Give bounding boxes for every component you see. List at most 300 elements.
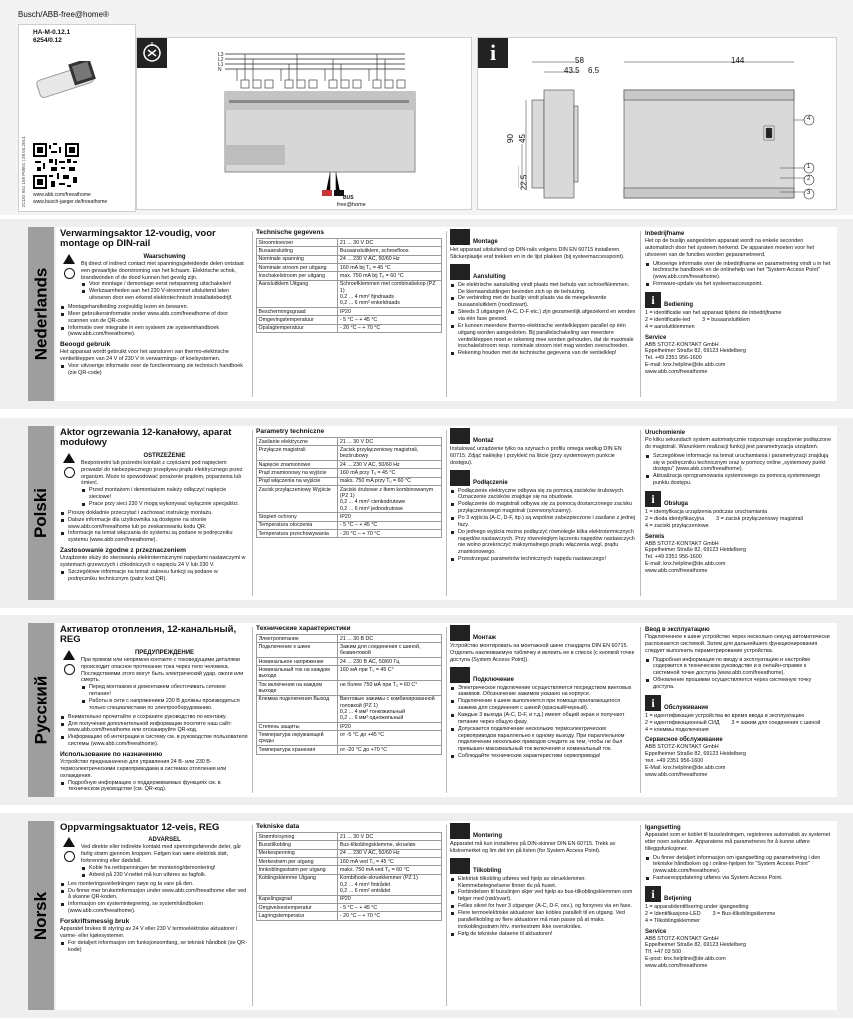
commissioning-text: Подключенное к шине устройство через несколько секунд автоматически распознается системой. Затем для дальнейшего функционирования следует выполнить параметрирование устройства. bbox=[645, 634, 830, 654]
commissioning-item: Обновление прошивки осуществляется через системную точку доступа. bbox=[645, 677, 833, 691]
tech-value: Kombihode-skrueklemmer (PZ 1) 0,2 ... 4 mm² fintrådet 0,2 ... 6 mm² entrådet bbox=[338, 874, 442, 895]
commissioning-title: Ввод в эксплуатацию bbox=[645, 627, 710, 633]
tech-value: Busaansluitklem, schroefloos bbox=[338, 247, 442, 255]
commissioning-column bbox=[645, 625, 833, 795]
tech-param: Busaansluiting bbox=[257, 247, 338, 255]
commissioning-item: Szczegółowe informacje na temat uruchamiania i parametryzacji znajdują się w podręczniku technicznym oraz w pomocy online „systemowy punkt dostępu" (www.abb.com/freeathome). bbox=[645, 453, 833, 474]
note-item: Du finner mer brukerinformasjon under www.abb.com/freeathome eller ved å skanne QR-koden. bbox=[60, 888, 248, 902]
url-abb[interactable]: www.abb.com/freeathome bbox=[33, 192, 91, 198]
commissioning-list bbox=[645, 453, 833, 487]
bus-label: BUS bbox=[343, 195, 354, 201]
tech-title: Технические характеристики bbox=[256, 625, 351, 632]
mounting-column bbox=[450, 229, 636, 399]
tech-title: Parametry techniczne bbox=[256, 428, 325, 435]
no-entry-icon bbox=[64, 467, 75, 478]
commissioning-title: Igangsetting bbox=[645, 825, 681, 831]
dim-58: 58 bbox=[575, 56, 584, 65]
callout-3: 3 bbox=[807, 190, 811, 196]
warning-icons bbox=[60, 252, 78, 302]
commissioning-column bbox=[645, 428, 833, 598]
connection-item: Электрическое подключение осуществляется посредством винтовых зажимов. Обозначение зажимов указано на корпусе. bbox=[450, 685, 636, 699]
table-row bbox=[257, 874, 442, 895]
operation-header bbox=[645, 886, 833, 902]
dim-22-5: 22.5 bbox=[519, 174, 529, 191]
tech-param: Busstilkobling bbox=[257, 841, 338, 849]
intended-use-list bbox=[60, 780, 248, 794]
language-tab bbox=[28, 821, 54, 1010]
legend-item: 1 = apparatidentifisering under igangsetting bbox=[645, 904, 749, 911]
connection-list bbox=[450, 876, 636, 938]
tech-param: Степень защиты bbox=[257, 723, 338, 731]
language-label: Norsk bbox=[31, 891, 50, 940]
screwdriver-icon bbox=[450, 625, 470, 641]
service-line: Tel. +49 2351 956-1600 bbox=[645, 355, 702, 362]
product-number: 6254/0.12 bbox=[33, 37, 62, 45]
dim-43-5: 43.5 bbox=[564, 66, 580, 75]
wiring-schematic bbox=[215, 50, 445, 210]
screwdriver-icon bbox=[450, 823, 470, 839]
tech-param: Temperatura otoczenia bbox=[257, 521, 338, 529]
tech-param: Kapslingsgrad bbox=[257, 895, 338, 903]
mounting-column bbox=[450, 428, 636, 598]
connection-item: Po 3 wyjścia (A-C, D-F, itp.) są wspólnie zabezpieczone i zasilane z jednej fazy. bbox=[450, 515, 636, 529]
column-divider bbox=[252, 825, 253, 1006]
intended-use-title: Beoogd gebruik bbox=[60, 341, 111, 349]
device-photo bbox=[33, 61, 103, 101]
tech-param: Strømforsyning bbox=[257, 833, 338, 841]
wire-label-l1: L1 bbox=[218, 62, 224, 68]
tech-value: 160 mA bij Tᵤ = 45 °C bbox=[338, 264, 442, 272]
service-contact bbox=[645, 744, 833, 778]
commissioning-text: Het op de buslijn aangesloten apparaat wordt na enkele seconden automatisch door het systeem herkend. De apparaten moeten voor het uitvoeren van de functies worden geparametreerd. bbox=[645, 238, 815, 258]
connection-item: Podłączenie do magistrali odbywa się za pomocą dostarczonego zacisku przyłączeniowego magistrali (czerwony/czarny). bbox=[450, 501, 636, 515]
no-entry-icon bbox=[64, 664, 75, 675]
note-item: Informacje na temat włączania do systemu są podane w podręczniku systemu (www.abb.com/freeathome). bbox=[60, 530, 248, 544]
warning-item: Koble fra nettspenningen før montering/demontering! bbox=[81, 865, 248, 872]
column-divider bbox=[252, 231, 253, 397]
tech-value: 21 ... 30 V DC bbox=[338, 438, 442, 446]
warning-triangle-icon bbox=[63, 837, 75, 847]
tech-param: Подключение к шине bbox=[257, 643, 338, 658]
connection-item: Følg de tekniske dataene til aktuatoren! bbox=[450, 931, 636, 938]
service-line: ABB STOTZ-KONTAKT GmbH bbox=[645, 540, 719, 547]
tech-column bbox=[256, 625, 442, 795]
column-divider bbox=[446, 825, 447, 1006]
warning-text-block bbox=[81, 835, 248, 878]
tech-value: от -5 °C до +45 °C bbox=[338, 731, 442, 746]
tech-title: Technische gegevens bbox=[256, 229, 325, 236]
warning-block bbox=[60, 252, 248, 302]
intended-use-text: Apparatet brukes til styring av 24 V eller 230 V termoelektriske aktuatorer i varme- eller kjølesystemer. bbox=[60, 926, 238, 939]
table-row bbox=[257, 272, 442, 280]
mounting-column bbox=[450, 823, 636, 1008]
wire-label-l3: L3 bbox=[218, 52, 224, 58]
warning-title: Waarschuwing bbox=[143, 253, 186, 260]
tech-value: Bus-tilkoblingsklemme, skrueløs bbox=[338, 841, 442, 849]
tech-param: Lagringstemperatur bbox=[257, 912, 338, 920]
tech-table bbox=[256, 238, 442, 333]
operation-title: Betjening bbox=[664, 896, 692, 903]
service-line[interactable]: E-mail: knx.helpline@de.abb.com bbox=[645, 561, 726, 568]
table-row bbox=[257, 912, 442, 920]
legend-item: 1 = identyfikacja urządzenia podczas uruchamiania bbox=[645, 509, 768, 516]
service-line: тел. +49 2351 956-1600 bbox=[645, 758, 704, 765]
service-line[interactable]: www.abb.com/freeathome bbox=[645, 963, 708, 970]
tech-param: Opslagtemperatuur bbox=[257, 324, 338, 332]
commissioning-column bbox=[645, 229, 833, 399]
tech-param: Koblingsklemme Utgang bbox=[257, 874, 338, 895]
tech-value: 160 mA przy Tᵤ = 45 °C bbox=[338, 469, 442, 477]
product-code: HA-M-0.12.1 bbox=[33, 29, 71, 36]
section-title: Verwarmingsaktor 12-voudig, voor montage op DIN-rail bbox=[60, 229, 216, 250]
note-item: Les monteringsveiledningen nøye og ta vare på den. bbox=[60, 881, 248, 888]
table-row bbox=[257, 264, 442, 272]
dim-6-5: 6.5 bbox=[588, 66, 600, 75]
table-row bbox=[257, 833, 442, 841]
mounting-text: Het apparaat uitsluitend op DIN-rails volgens DIN EN 60715 installeren. Stickerplaatje eraf trekken en in de lijst plakken (bij systeemaccesspoint). bbox=[450, 247, 625, 260]
tech-param: Beschermingsgraad bbox=[257, 308, 338, 316]
service-line: ABB STOTZ-KONTAKT GmbH bbox=[645, 935, 719, 942]
tech-value: - 20 °C – + 70 °C bbox=[338, 530, 442, 538]
connection-header bbox=[450, 858, 636, 874]
tech-value: - 20 °C – + 70 °C bbox=[338, 324, 442, 332]
tech-value: - 5 °C – + 45 °C bbox=[338, 904, 442, 912]
service-title: Сервисное обслуживание bbox=[645, 737, 723, 744]
connection-header bbox=[450, 264, 636, 280]
table-row bbox=[257, 723, 442, 731]
intended-use-item: Подробную информацию о поддерживаемых функциях см. в техническом руководстве (см. QR-код). bbox=[60, 780, 248, 794]
callout-1: 1 bbox=[807, 164, 811, 170]
intended-use-list bbox=[60, 363, 248, 377]
dimension-panel bbox=[477, 37, 837, 210]
service-title: Serwis bbox=[645, 533, 665, 540]
intro-column bbox=[60, 823, 248, 1008]
table-row bbox=[257, 280, 442, 307]
service-line[interactable]: E-mail: knx.helpline@de.abb.com bbox=[645, 362, 726, 369]
commissioning-list bbox=[645, 657, 833, 691]
intended-use-title: Zastosowanie zgodne z przeznaczeniem bbox=[60, 547, 187, 555]
connection-item: Er kunnen meerdere thermo-elektrische ventielkleppen parallel op één uitgang worden aangesloten. Bij parallelschakeling van meerdere ventielkleppen moet er rekening mee worden gehouden, dat de maximale inschakelstroom resp. nominale stroom niet mag worden overschreden. bbox=[450, 323, 636, 350]
note-item: Dalsze informacje dla użytkownika są dostępne na stronie www.abb.com/freeathome lub po zeskanowaniu kodu QR. bbox=[60, 517, 248, 531]
tech-param: Omgevingstemperatuur bbox=[257, 316, 338, 324]
wiring-icon bbox=[450, 667, 470, 683]
table-row bbox=[257, 530, 442, 538]
warning-triangle-icon bbox=[63, 650, 75, 660]
table-row bbox=[257, 866, 442, 874]
tech-table bbox=[256, 832, 442, 921]
note-item: Информацию об интеграции в систему см. в руководстве пользователя системы (www.abb.com/freeathome). bbox=[60, 734, 248, 748]
table-row bbox=[257, 477, 442, 485]
mounting-title: Montaż bbox=[473, 438, 494, 444]
service-line: Tlf. +47 03 500 bbox=[645, 949, 682, 956]
commissioning-item: Подробная информация по вводу в эксплуатацию и настройке содержится в техническом руководстве и в онлайн-справке к системной точке доступа (www.abb.com/freeathome). bbox=[645, 657, 833, 678]
screwdriver-icon bbox=[450, 428, 470, 444]
wiring-diagram-panel bbox=[136, 37, 472, 210]
intended-use-title: Использование по назначению bbox=[60, 751, 163, 759]
commissioning-list bbox=[645, 261, 833, 288]
operation-header bbox=[645, 292, 833, 308]
connection-item: Do jednego wyjścia można podłączyć równolegle kilka elektrotermicznych napędów nastawczych. Przy równoległym łączeniu napędów nastawczych nie wolno przekroczyć maksymalnego prądu włączenia wzgl. prądu znamionowego. bbox=[450, 529, 636, 556]
tech-value: - 5 °C – + 45 °C bbox=[338, 521, 442, 529]
connection-item: Podłączenie elektryczne odbywa się za pomocą zacisków śrubowych. Oznaczenie zacisków znajduje się na obudowie. bbox=[450, 488, 636, 502]
service-contact bbox=[645, 541, 833, 575]
tech-value: 24 ... 230 V AC, 50/60 Hz bbox=[338, 849, 442, 857]
warning-text: Bij direct of indirect contact met spanningsgeleidende delen ontstaat een gevaarlijke doorstroming van het lichaam. Elektrische schok, brandwonden of de dood kunnen het gevolg zijn. bbox=[81, 260, 244, 281]
table-row bbox=[257, 695, 442, 722]
operation-title: Bediening bbox=[664, 302, 694, 309]
notes-list bbox=[60, 304, 248, 338]
commissioning-text: Po kilku sekundach system automatycznie rozpoznaje urządzenie podłączone do magistrali. Warunkiem realizacji funkcji jest parametryzacja urządzeń. bbox=[645, 437, 832, 450]
qr-code bbox=[33, 143, 79, 189]
info-icon: i bbox=[645, 695, 661, 711]
tech-value: не более 750 мА при Tᵤ = 60 C° bbox=[338, 681, 442, 696]
connection-list bbox=[450, 282, 636, 357]
tech-value: - 5 °C – + 45 °C bbox=[338, 316, 442, 324]
warning-list bbox=[81, 281, 248, 302]
tech-column bbox=[256, 229, 442, 399]
commissioning-item: Aktualizacja oprogramowania systemowego za pomocą systemowego punktu dostępu. bbox=[645, 473, 833, 487]
mounting-title: Монтаж bbox=[473, 635, 496, 641]
tech-value: 21 ... 30 V DC bbox=[338, 239, 442, 247]
table-row bbox=[257, 513, 442, 521]
legend-item: 2 = идентификационный СИД 3 = зажим для соединения с шиной bbox=[645, 719, 821, 726]
warning-text: Ved direkte eller indirekte kontakt med spenningsførende deler, går farlig strøm gjennom kroppen. Følgen kan være elektrisk støt, forbrenning eller dødsfall. bbox=[81, 844, 242, 865]
connection-item: Elektrisk tilkobling utføres ved hjelp av skrueklemmer. Klemmebetegnelsene finner du på huset. bbox=[450, 876, 636, 890]
tech-param: Napięcie znamionowe bbox=[257, 461, 338, 469]
wire-label-n: N bbox=[218, 67, 222, 73]
table-row bbox=[257, 247, 442, 255]
tech-value: IP20 bbox=[338, 513, 442, 521]
table-row bbox=[257, 521, 442, 529]
service-line[interactable]: www.abb.com/freeathome bbox=[645, 568, 708, 575]
tech-param: Inschakelstroom per uitgang bbox=[257, 272, 338, 280]
table-row bbox=[257, 731, 442, 746]
info-icon: i bbox=[478, 38, 508, 68]
table-row bbox=[257, 643, 442, 658]
warning-list bbox=[81, 865, 248, 879]
connection-item: Подключение к шине выполняется при помощи прилагающегося зажима для соединения с шиной (красный/черный). bbox=[450, 698, 636, 712]
tech-param: Электропитание bbox=[257, 635, 338, 643]
table-row bbox=[257, 746, 442, 754]
tech-value: Zaciski śrubowe z łbem kombinowanym (PZ 1) 0,2 ... 4 mm² cienkodrutowe 0,2 ... 6 mm² jednodrutowe bbox=[338, 486, 442, 513]
warning-list bbox=[81, 487, 248, 508]
table-row bbox=[257, 658, 442, 666]
operation-header bbox=[645, 491, 833, 507]
connection-item: Rekening houden met de technische gegevens van de ventielklep! bbox=[450, 350, 636, 357]
wire-label-l2: L2 bbox=[218, 57, 224, 63]
warning-title: ПРЕДУПРЕЖДЕНИЕ bbox=[134, 649, 195, 656]
warning-block bbox=[60, 835, 248, 878]
tech-param: Температура хранения bbox=[257, 746, 338, 754]
table-row bbox=[257, 446, 442, 461]
connection-title: Подключение bbox=[473, 676, 514, 683]
dim-45: 45 bbox=[517, 134, 527, 143]
mounting-header bbox=[450, 229, 636, 245]
legend-item: 4 = клеммы подключения bbox=[645, 726, 709, 733]
section-title: Активатор отопления, 12-канальный, REG bbox=[60, 625, 237, 646]
wiring-icon bbox=[450, 470, 470, 486]
tech-param: Prąd znamionowy na wyjście bbox=[257, 469, 338, 477]
warning-text: Bezpośredni lub pośredni kontakt z częściami pod napięciem prowadzi do niebezpiecznego przepływu prądu elektrycznego przez organizm. Może to spowodować porażenie prądem, poparzenia lub śmierć. bbox=[81, 459, 243, 487]
mounting-header bbox=[450, 625, 636, 641]
warning-icons bbox=[60, 835, 78, 878]
tech-value: IP20 bbox=[338, 723, 442, 731]
tech-value: 160 мА при Tᵤ = 45 C° bbox=[338, 666, 442, 681]
tech-param: Температура окружающей среды bbox=[257, 731, 338, 746]
table-row bbox=[257, 849, 442, 857]
mounting-header bbox=[450, 823, 636, 839]
language-tab bbox=[28, 623, 54, 797]
service-line[interactable]: E-post: knx.helpline@de.abb.com bbox=[645, 956, 726, 963]
commissioning-list bbox=[645, 855, 833, 882]
notes-list bbox=[60, 714, 248, 748]
tech-value: - 20 °C – + 70 °C bbox=[338, 912, 442, 920]
warning-text-block bbox=[81, 648, 248, 712]
dimension-drawing bbox=[518, 56, 834, 206]
no-entry-icon bbox=[64, 268, 75, 279]
language-label: Русский bbox=[31, 675, 51, 745]
tech-value: 24 ... 230 V AC, 50/60 Hz bbox=[338, 255, 442, 263]
tech-param: Nominale spanning bbox=[257, 255, 338, 263]
commissioning-item: Fastvareoppdatering utføres via System Access Point. bbox=[645, 875, 833, 882]
tech-param: Клемма подключения Выход bbox=[257, 695, 338, 722]
warning-triangle-icon bbox=[63, 453, 75, 463]
connection-title: Tilkobling bbox=[473, 867, 502, 874]
connection-item: De elektrische aansluiting vindt plaats met behulp van schroefklemmen. De klemaanduidingen bevinden zich op de behuizing. bbox=[450, 282, 636, 296]
info-icon: i bbox=[645, 292, 661, 308]
tech-param: Zacisk przyłączeniowy Wyjście bbox=[257, 486, 338, 513]
column-divider bbox=[252, 627, 253, 793]
no-entry-icon bbox=[64, 851, 75, 862]
section-title: Aktor ogrzewania 12-kanałowy, aparat modułowy bbox=[60, 428, 232, 449]
language-tab bbox=[28, 227, 54, 401]
table-row bbox=[257, 324, 442, 332]
warning-icons bbox=[60, 451, 78, 508]
info-icon: i bbox=[645, 886, 661, 902]
mounting-column bbox=[450, 625, 636, 795]
operation-legend bbox=[645, 713, 833, 734]
connection-item: Felles sikret for hver 3 utganger (A-C, D-F, osv.), og forsynes via en fase. bbox=[450, 903, 636, 910]
callout-2: 2 bbox=[807, 176, 811, 182]
connection-header bbox=[450, 667, 636, 683]
table-row bbox=[257, 438, 442, 446]
tech-value: maks. 750 mA ved Tᵤ = 60 °C bbox=[338, 866, 442, 874]
tech-value: 24 ... 230 В AC, 50/60 Гц bbox=[338, 658, 442, 666]
warning-block bbox=[60, 648, 248, 712]
operation-title: Obsługa bbox=[664, 501, 689, 508]
tech-value: 24 ... 230 V AC, 50/60 Hz bbox=[338, 461, 442, 469]
service-line: Eppelheimer Straße 82, 69123 Heidelberg bbox=[645, 751, 746, 758]
note-item: Montagehandleiding zorgvuldig lezen en bewaren. bbox=[60, 304, 248, 311]
tech-param: Номинальное напряжение bbox=[257, 658, 338, 666]
tech-param: Stopień ochrony bbox=[257, 513, 338, 521]
connection-item: Forbindelsen til busslinjen skjer ved hjelp av bus-tilkoblingsklemmen som følger med (rød/svart). bbox=[450, 889, 636, 903]
note-item: Informasjon om systemintegrering, se systemhåndboken (www.abb.com/freeathome). bbox=[60, 901, 248, 915]
table-row bbox=[257, 308, 442, 316]
service-line: Eppelheimer Straße 82, 69123 Heidelberg bbox=[645, 348, 746, 355]
tech-param: Innkoblingsstrøm per utgang bbox=[257, 866, 338, 874]
warning-item: Przed montażem i demontażem należy odłączyć napięcie sieciowe! bbox=[81, 487, 248, 501]
service-line[interactable]: www.abb.com/freeathome bbox=[645, 771, 708, 778]
warning-item: Arbeid på 230 V-nettet må kun utføres av fagfolk. bbox=[81, 872, 248, 879]
connection-item: De verbinding met de buslijn vindt plaats via de meegeleverde busaansluitklem (rood/zwart). bbox=[450, 295, 636, 309]
service-title: Service bbox=[645, 334, 667, 341]
intended-use-list bbox=[60, 940, 248, 954]
tech-param: Номинальный ток на каждом выходе bbox=[257, 666, 338, 681]
tech-value: 21 ... 30 V DC bbox=[338, 833, 442, 841]
warning-item: Voor montage / demontage eerst netspanning uitschakelen! bbox=[81, 281, 248, 288]
intended-use-item: For detaljert informasjon om funksjonsomfang, se teknisk håndbok (se QR-kode) bbox=[60, 940, 248, 954]
table-row bbox=[257, 239, 442, 247]
warning-icons bbox=[60, 648, 78, 712]
warning-title: ADVARSEL bbox=[148, 837, 181, 844]
table-row bbox=[257, 666, 442, 681]
service-line: Tel. +49 2351 956-1600 bbox=[645, 554, 702, 561]
operation-legend bbox=[645, 509, 833, 530]
warning-list bbox=[81, 684, 248, 711]
column-divider bbox=[252, 430, 253, 596]
intro-column bbox=[60, 428, 248, 598]
warning-text: При прямом или непрямом контакте с токоведущими деталями происходит опасное протекание тока через тело человека. Последствиями этого могут быть электрический удар, ожоги или смерть. bbox=[81, 656, 244, 684]
language-label: Polski bbox=[31, 487, 50, 539]
tech-value: от -20 °C до +70 °C bbox=[338, 746, 442, 754]
dim-144: 144 bbox=[731, 56, 745, 65]
table-row bbox=[257, 486, 442, 513]
table-row bbox=[257, 461, 442, 469]
tech-value: Зажим для соединения с шиной, безвинтовой bbox=[338, 643, 442, 658]
tech-value: IP20 bbox=[338, 308, 442, 316]
connection-item: Соблюдайте технические характеристики сервопривода! bbox=[450, 753, 636, 760]
notes-list bbox=[60, 881, 248, 915]
callout-4: 4 bbox=[807, 116, 811, 122]
service-title: Service bbox=[645, 928, 667, 935]
table-row bbox=[257, 841, 442, 849]
service-line[interactable]: E-Mail: knx.helpline@de.abb.com bbox=[645, 765, 726, 772]
table-row bbox=[257, 316, 442, 324]
url-busch-jaeger[interactable]: www.busch-jaeger.de/freeathome bbox=[33, 198, 108, 205]
column-divider bbox=[446, 430, 447, 596]
service-line: Eppelheimer Straße 82, 69123 Heidelberg bbox=[645, 547, 746, 554]
tech-param: Nominale stroom per uitgang bbox=[257, 264, 338, 272]
tech-param: Prąd włączenia na wyjście bbox=[257, 477, 338, 485]
intended-use-item: Szczegółowe informacje na temat zakresu funkcji są podane w podręczniku technicznym (patrz kod QR). bbox=[60, 569, 248, 583]
info-icon: i bbox=[645, 491, 661, 507]
intro-column bbox=[60, 229, 248, 399]
warning-item: Werkzaamheden aan het 230 V-stroomnet uitsluitend laten uitvoeren door een erkend elektrotechnisch installatiebedrijf. bbox=[81, 288, 248, 302]
tech-param: Przyłącze magistrali bbox=[257, 446, 338, 461]
wiring-icon bbox=[450, 264, 470, 280]
tech-param: Omgivelsestemperatur bbox=[257, 904, 338, 912]
tech-value: Винтовые зажимы с комбинированной головкой (PZ 1) 0,2 ... 4 мм² тонкожильный 0,2 ... 6 мм² одножильный bbox=[338, 695, 442, 722]
intended-use-title: Forskriftsmessig bruk bbox=[60, 918, 130, 926]
freeathome-label: free@home bbox=[337, 202, 366, 208]
connection-item: Допускается подключение нескольких термоэлектрических сервоприводов параллельно к одному выходу. При параллельном подключении нескольких приводов следите за тем, чтобы не был превышен максимальный ток включения и номинальный ток. bbox=[450, 726, 636, 753]
service-line: ABB STOTZ-KONTAKT GmbH bbox=[645, 341, 719, 348]
tech-param: Merkespenning bbox=[257, 849, 338, 857]
intended-use-item: Voor uitvoerige informatie over de functieomvang zie technisch handboek (zie QR-code) bbox=[60, 363, 248, 377]
connection-title: Podłączenie bbox=[473, 479, 508, 486]
warning-item: Перед монтажом и демонтажем обесточивать сетевое питание! bbox=[81, 684, 248, 698]
wiring-icon bbox=[450, 858, 470, 874]
intended-use-list bbox=[60, 569, 248, 583]
service-line[interactable]: www.abb.com/freeathome bbox=[645, 369, 708, 376]
service-contact bbox=[645, 936, 833, 970]
note-item: Informatie over integratie in een systeem zie systeemhandboek (www.abb.com/freeathome). bbox=[60, 325, 248, 339]
note-item: Внимательно прочитайте и сохраните руководство по монтажу. bbox=[60, 714, 248, 721]
operation-header bbox=[645, 695, 833, 711]
operation-title: Обслуживание bbox=[664, 704, 709, 711]
tech-param: Temperatura przechowywania bbox=[257, 530, 338, 538]
